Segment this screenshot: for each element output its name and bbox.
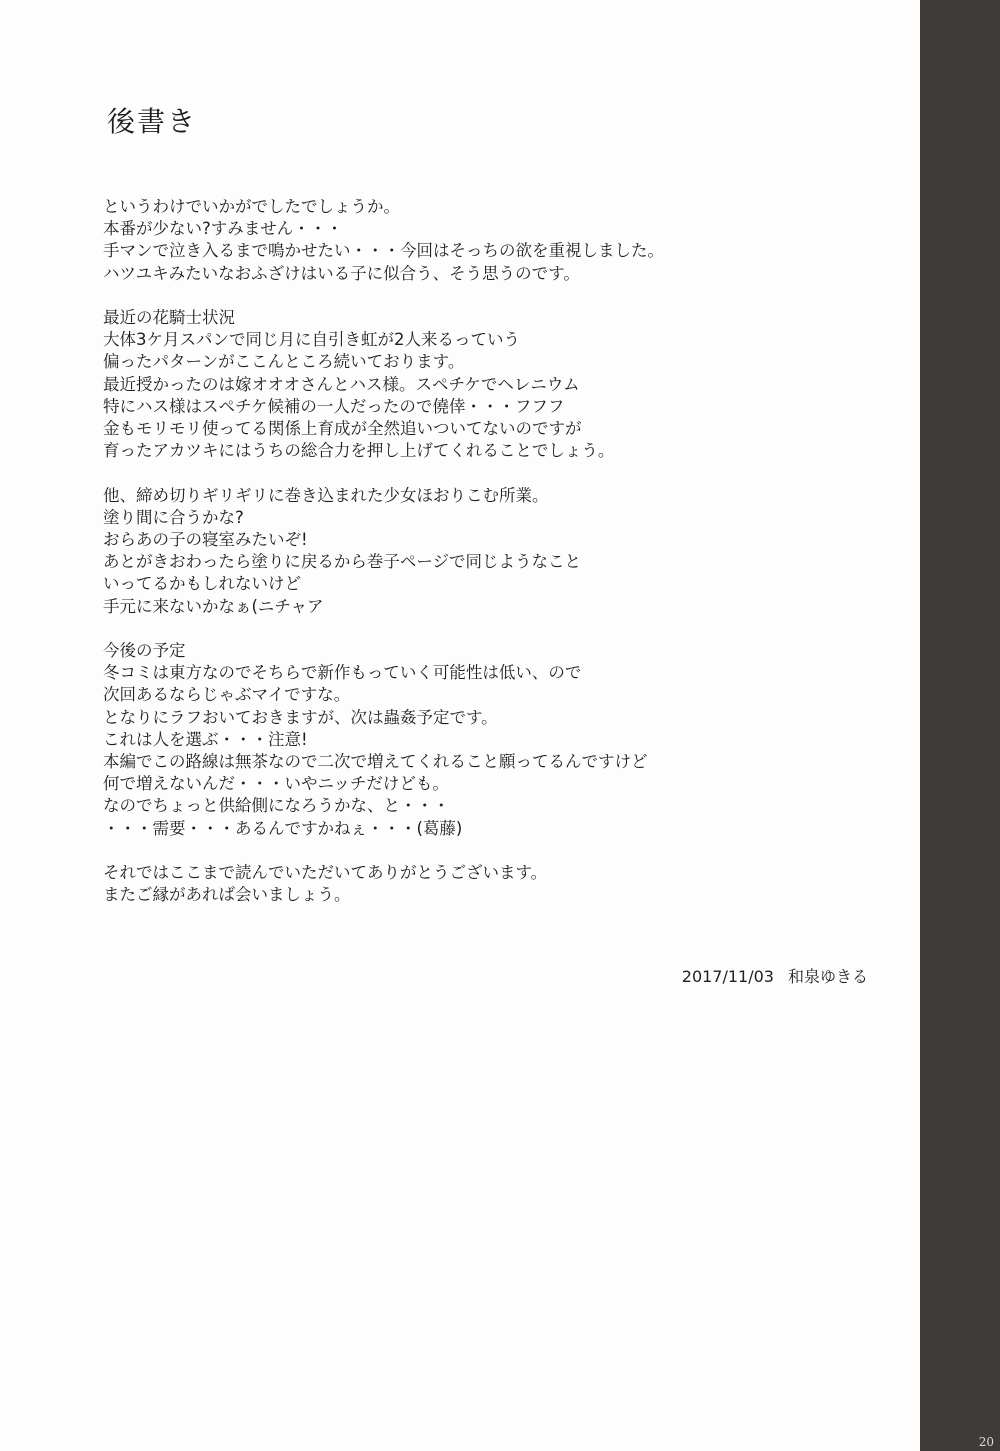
text-line: またご縁があれば会いましょう。 [103,885,351,905]
text-line: 育ったアカツキにはうちの総合力を押し上げてくれることでしょう。 [103,441,615,461]
paragraph [103,485,823,618]
afterword-body [103,196,823,929]
page-edge-border [920,0,1000,1451]
text-line: なのでちょっと供給側になろうかな、と・・・ [103,796,450,816]
text-line: となりにラフおいておきますが、次は蟲姦予定です。 [103,707,498,727]
text-line: 手マンで泣き入るまで鳴かせたい・・・今回はそっちの欲を重視しました。 [103,241,664,261]
text-line: 他、締め切りギリギリに巻き込まれた少女ほおりこむ所業。 [103,485,549,505]
text-line: ハツユキみたいなおふざけはいる子に似合う、そう思うのです。 [103,263,580,283]
text-line: 何で増えないんだ・・・いやニッチだけども。 [103,774,449,794]
paragraph [103,196,823,285]
signature [682,964,868,987]
text-line: 特にハス様はスペチケ候補の一人だったので僥倖・・・フフフ [103,396,565,416]
text-line: 冬コミは東方なのでそちらで新作もっていく可能性は低い、ので [103,663,582,683]
text-line: 今後の予定 [103,641,186,661]
text-line: それではここまで読んでいただいてありがとうございます。 [103,863,548,883]
text-line: 本編でこの路線は無茶なので二次で増えてくれること願ってるんですけど [103,752,648,772]
text-line: というわけでいかがでしたでしょうか。 [103,197,400,216]
text-line: 塗り間に合うかな? [103,507,244,527]
text-line: 最近の花騎士状況 [103,308,235,327]
paragraph [103,640,823,840]
page-number: 20 [978,1435,994,1449]
text-line: 大体3ケ月スパンで同じ月に自引き虹が2人来るっていう [103,330,520,350]
text-line: いってるかもしれないけど [103,574,301,594]
text-line: あとがきおわったら塗りに戻るから巻子ページで同じようなこと [103,552,582,572]
text-line: 次回あるならじゃぶマイですな。 [103,685,351,705]
text-line: ・・・需要・・・あるんですかねぇ・・・(葛藤) [103,818,463,838]
text-line: 最近授かったのは嫁オオオさんとハス様。スペチケでヘレニウム [103,374,580,394]
text-line: 本番が少ない?すみません・・・ [103,219,343,239]
signature-author: 和泉ゆきる [787,967,868,986]
page-title: 後書き [107,105,198,138]
text-line: おらあの子の寝室みたいぞ! [103,530,308,550]
text-line: 手元に来ないかなぁ(ニチャア [103,596,324,616]
paragraph [103,307,823,462]
signature-date: 2017/11/03 [681,967,774,986]
text-line: これは人を選ぶ・・・注意! [103,729,308,749]
text-line: 金もモリモリ使ってる関係上育成が全然追いついてないのですが [103,419,582,439]
text-line: 偏ったパターンがここんところ続いております。 [103,352,465,372]
paragraph [103,862,823,906]
